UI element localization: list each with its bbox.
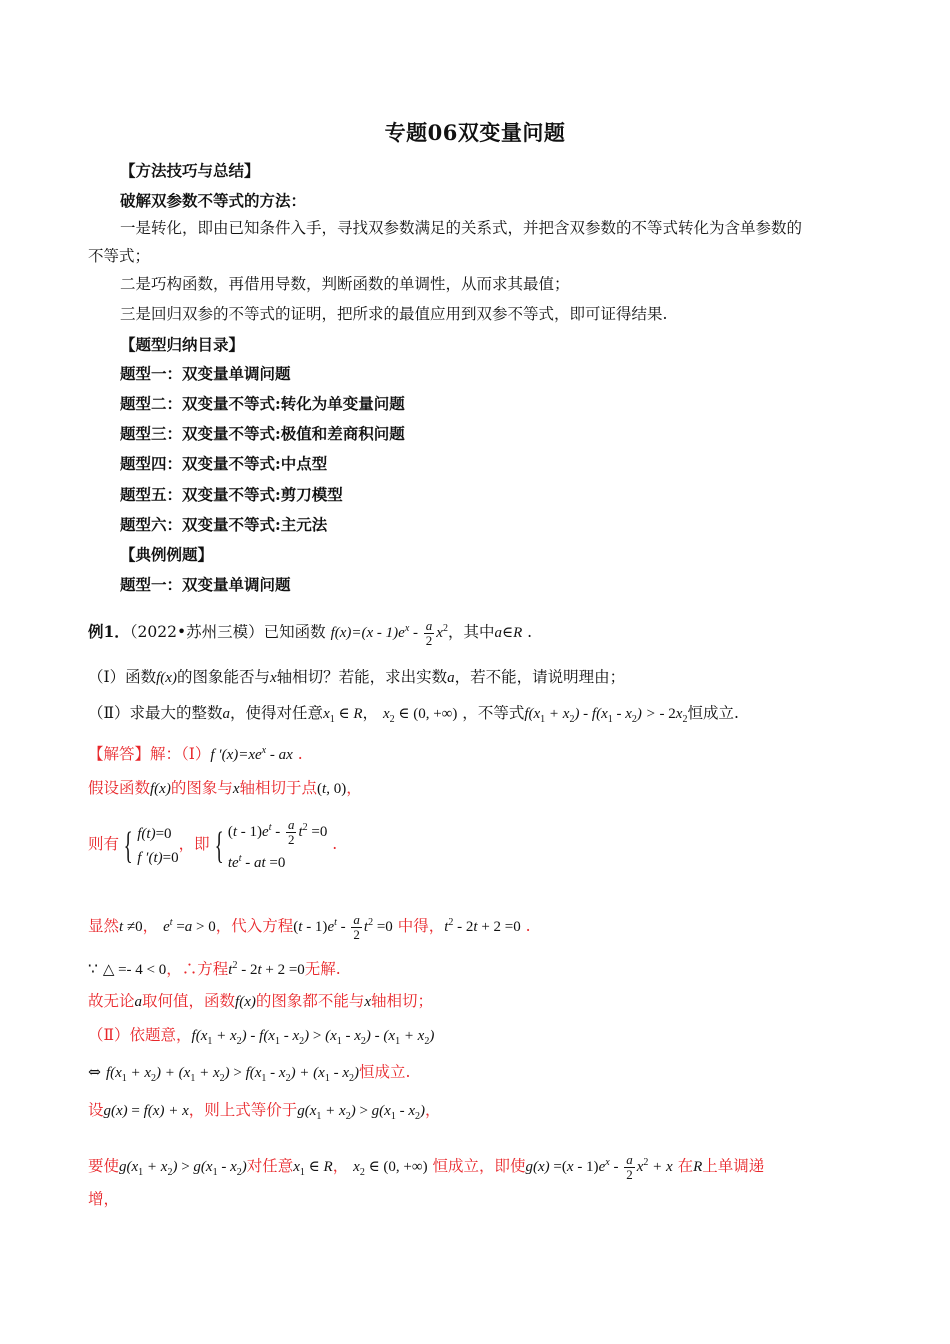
solution-line-7: （Ⅱ）依题意，$f(x_1 + x_2) - f(x_1 - x_2) > (x_1 - x_2) - (x_1 + x_2)$ <box>88 1026 435 1047</box>
catalog-item-2: 题型二：双变量不等式:转化为单变量问题 <box>120 394 405 413</box>
example-label: 例1． <box>88 622 130 641</box>
function-definition: $f(x)=(x - 1)e^x$ - $\frac{a}{2}$ $x^2$ <box>330 618 448 649</box>
method-line-1: 一是转化，即由已知条件入手，寻找双参数满足的关系式，并把含双参数的不等式转化为含单参数的 <box>120 219 803 237</box>
solution-line-4: 显然t ≠0， $e^t =a > 0$，代入方程$(t - 1)e^t$ - $\frac{a}{2}$ $t^2 =0$ 中得，$t^2 - 2t + 2 =0$ . <box>88 912 531 943</box>
catalog-item-5: 题型五：双变量不等式:剪刀模型 <box>120 485 343 504</box>
solution-line-2: 假设函数f(x)的图象与x轴相切于点(t, 0)， <box>88 779 362 797</box>
solution-line-8: ⇔ $f(x_1 + x_2) + (x_1 + x_2) > f(x_1 - x_2) + (x_1 - x_2)$恒成立. <box>88 1063 411 1084</box>
section-catalog-heading: 【题型归纳目录】 <box>120 335 245 354</box>
question-part-1: （Ⅰ）函数f(x)的图象能否与x轴相切？若能，求出实数a，若不能，请说明理由； <box>88 668 626 686</box>
solution-line-3: 则有 { f(t)=0 f ′(t)=0 ，即 { $(t - 1)e^t$ - $\frac{a}{2}$ $t^2 =0$ $te^t$ - at =0 . <box>88 817 338 872</box>
method-line-4: 三是回归双参的不等式的证明，把所求的最值应用到双参不等式，即可证得结果. <box>120 305 668 323</box>
solution-line-1: 【解答】解：（Ⅰ）f $'(x)=xe^x$ - ax . <box>88 745 303 763</box>
solution-line-6: 故无论a取何值，函数f(x)的图象都不能与x轴相切； <box>88 992 434 1010</box>
catalog-item-1: 题型一：双变量单调问题 <box>120 364 291 383</box>
method-line-2: 不等式； <box>88 247 151 265</box>
solution-line-11: 增， <box>88 1190 120 1208</box>
page-title: 专题06双变量问题 <box>384 120 566 145</box>
solution-line-9: 设g(x) = f(x) + x，则上式等价于$g(x_1 + x_2) > g(x_1 - x_2)$， <box>88 1101 441 1122</box>
catalog-item-6: 题型六：双变量不等式:主元法 <box>120 515 328 534</box>
solution-line-10: 要使$g(x_1 + x_2) > g(x_1 - x_2)$对任意$x_1$ ∈ R， $x_2$ ∈ (0, +∞) 恒成立，即使$g(x) =(x - 1)e^x$ - $\frac{a}{2}$ $x^2 + x$ 在R上单调递 <box>88 1152 765 1183</box>
section-method-heading: 【方法技巧与总结】 <box>120 161 260 180</box>
type-one-heading: 题型一：双变量单调问题 <box>120 575 291 594</box>
method-line-3: 二是巧构函数，再借用导数，判断函数的单调性，从而求其最值； <box>120 275 570 293</box>
example-statement: 例1．（2022•苏州三模）已知函数 $f(x)=(x - 1)e^x$ - $\frac{a}{2}$ $x^2$，其中a∈R . <box>88 618 533 649</box>
question-part-2: （Ⅱ）求最大的整数a，使得对任意$x_1$ ∈ R， $x_2$ ∈ (0, +∞) ，不等式$f(x_1 + x_2) - f(x_1 - x_2)$ > - $2x_2$恒成立. <box>88 704 739 725</box>
catalog-item-4: 题型四：双变量不等式:中点型 <box>120 454 328 473</box>
catalog-item-3: 题型三：双变量不等式:极值和差商积问题 <box>120 424 405 443</box>
solution-line-5: ∵ △ =- 4 < 0，∴方程$t^2 - 2t + 2 =0$无解. <box>88 960 341 978</box>
section-examples-heading: 【典例例题】 <box>120 545 214 564</box>
method-heading: 破解双参数不等式的方法： <box>120 191 307 210</box>
